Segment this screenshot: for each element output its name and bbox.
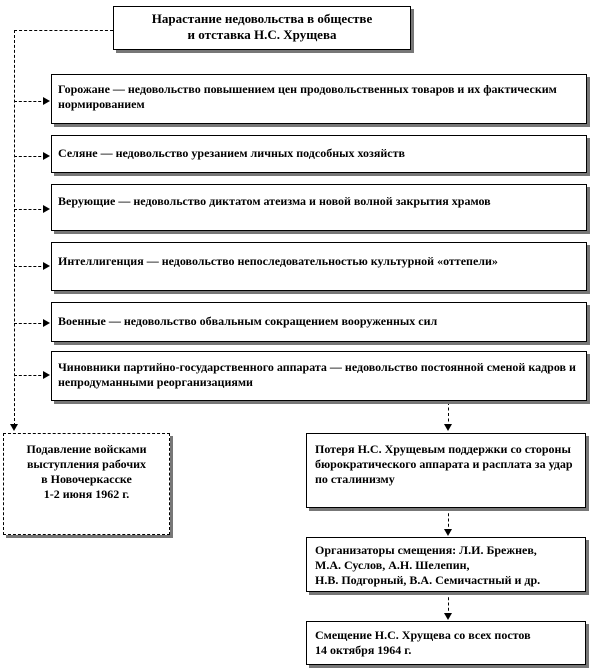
removal-line-2: 14 октября 1964 г. — [315, 643, 412, 657]
title-line-2: и отставка Н.С. Хрущева — [187, 27, 337, 42]
arrow-to-novocherkassk — [10, 424, 18, 431]
group-box-townspeople — [51, 74, 587, 124]
group-box-intelligentsia — [51, 242, 587, 291]
branch-line-5 — [14, 323, 46, 324]
arrow-to-group-4 — [43, 262, 50, 270]
arrow-to-group-3 — [43, 205, 50, 213]
organizers-line-2: М.А. Суслов, А.Н. Шелепин, — [315, 558, 470, 572]
organizers-line-3: Н.В. Подгорный, В.А. Семичастный и др. — [315, 573, 541, 587]
title-box — [113, 6, 411, 50]
arrow-to-removal — [444, 613, 452, 620]
arrow-to-group-1 — [43, 97, 50, 105]
group-text-officials: Чиновники партийно-государственного аппарата — недовольство постоянной сменой кадров и непродуманными реорганизациями — [58, 360, 576, 389]
loss-support-box — [306, 433, 586, 508]
branch-line-2 — [14, 156, 46, 157]
branch-line-3 — [14, 209, 46, 210]
novocherkassk-line-2: выступления рабочих — [26, 457, 147, 471]
loss-support-text: Потеря Н.С. Хрущевым поддержки со стороны бюрократического аппарата и расплата за удар по сталинизму — [315, 442, 573, 486]
group-text-military: Военные — недовольство обвальным сокращением вооруженных сил — [58, 314, 438, 328]
group-box-officials — [51, 351, 587, 401]
title-line-1: Нарастание недовольства в обществе — [151, 11, 373, 26]
branch-line-4 — [14, 266, 46, 267]
title-connector — [14, 30, 113, 31]
arrow-to-loss-support — [444, 424, 452, 431]
organizers-line-1: Организаторы смещения: Л.И. Брежнев, — [315, 543, 537, 557]
branch-line-1 — [14, 101, 46, 102]
group-box-believers — [51, 184, 587, 231]
group-box-military — [51, 302, 587, 342]
arrow-to-group-6 — [43, 371, 50, 379]
group-text-believers: Верующие — недовольство диктатом атеизма и новой волной закрытия храмов — [58, 194, 491, 208]
novocherkassk-line-1: Подавление войсками — [26, 442, 147, 456]
organizers-box — [306, 537, 586, 592]
branch-line-6 — [14, 375, 46, 376]
arrow-to-group-2 — [43, 152, 50, 160]
arrow-to-group-5 — [43, 319, 50, 327]
group-text-intelligentsia: Интеллигенция — недовольство непоследовательностью культурной «оттепели» — [58, 254, 498, 268]
group-text-peasants: Селяне — недовольство урезанием личных подсобных хозяйств — [58, 146, 405, 160]
novocherkassk-line-4: 1-2 июня 1962 г. — [43, 487, 130, 501]
removal-line-1: Смещение Н.С. Хрущева со всех постов — [315, 628, 531, 642]
group-box-peasants — [51, 135, 587, 173]
removal-box — [306, 621, 586, 665]
novocherkassk-line-3: в Новочеркасске — [41, 472, 132, 486]
group-text-townspeople: Горожане — недовольство повышением цен продовольственных товаров и их фактическим нормированием — [58, 82, 557, 111]
left-trunk-line — [14, 30, 15, 426]
arrow-to-organizers — [444, 529, 452, 536]
novocherkassk-box — [3, 433, 170, 535]
